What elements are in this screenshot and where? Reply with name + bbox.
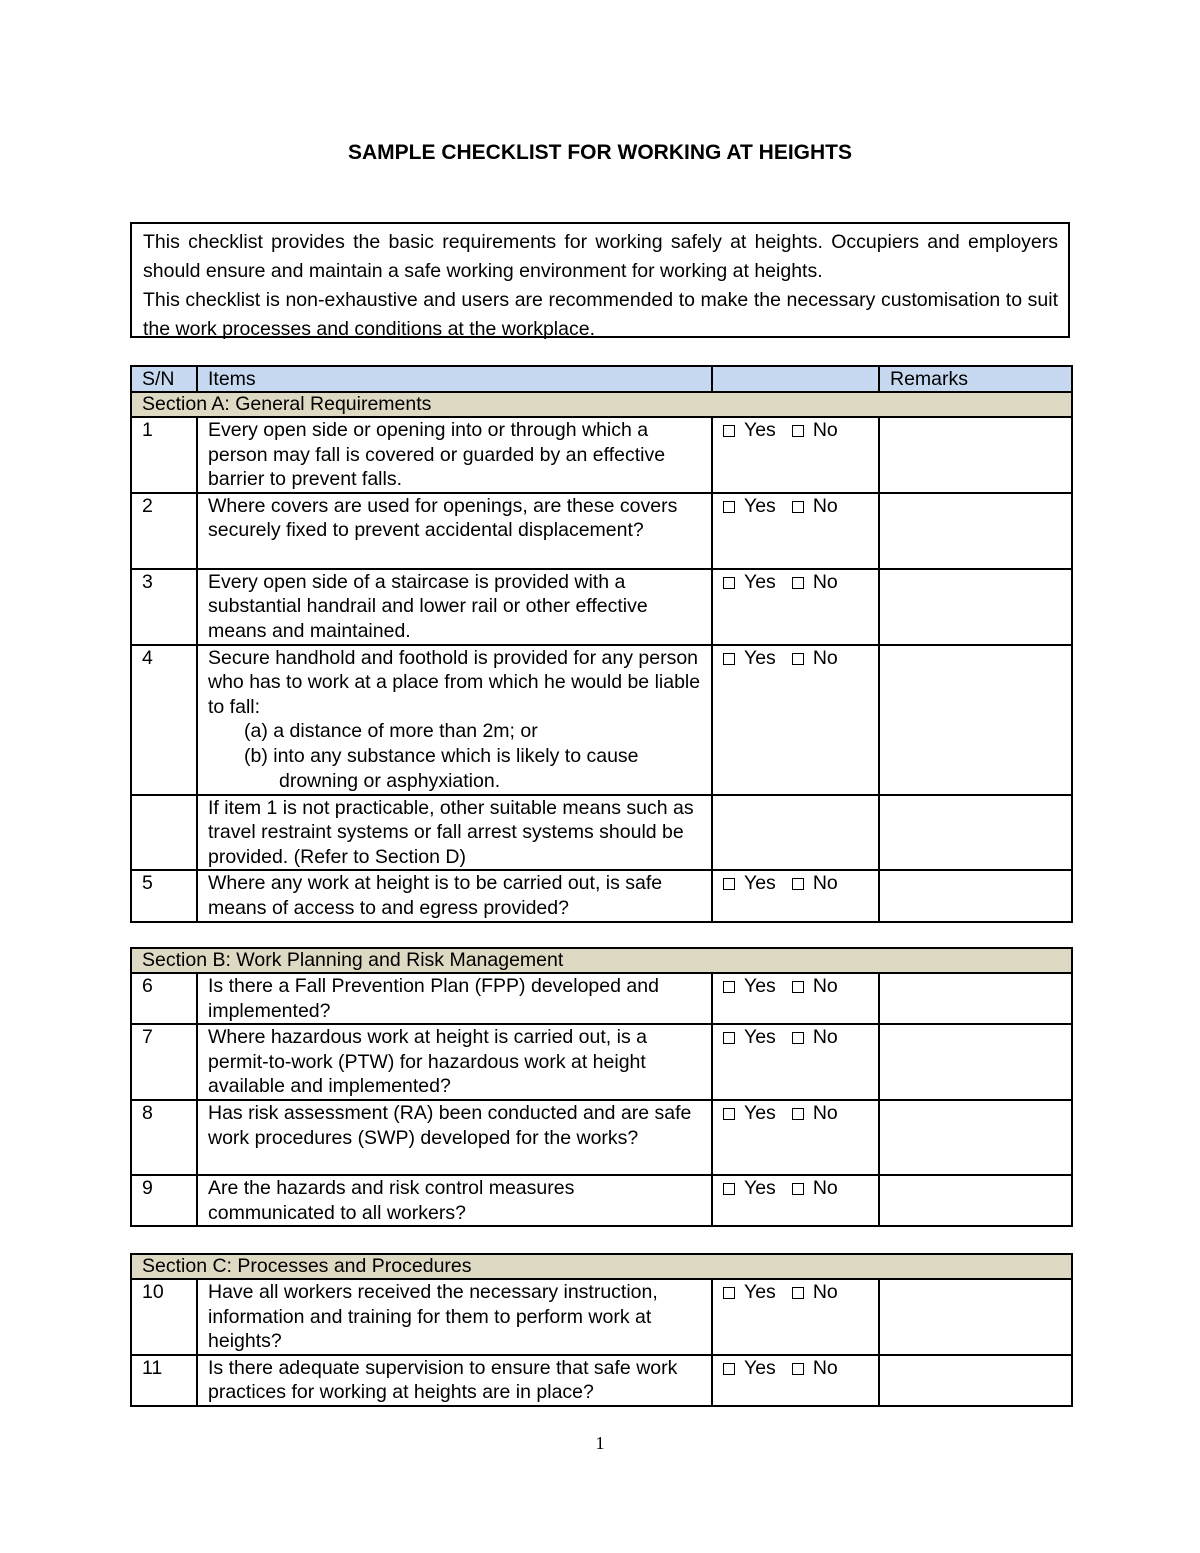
yes-no-options xyxy=(712,417,879,493)
page-number: 1 xyxy=(595,1433,605,1453)
sub-item-a: (a) a distance of more than 2m; or xyxy=(244,720,538,743)
checkbox-icon xyxy=(792,1108,804,1120)
row-sn: 7 xyxy=(131,1024,197,1100)
row-sn: 6 xyxy=(131,973,197,1024)
no-checkbox[interactable]: No xyxy=(792,419,838,441)
no-checkbox[interactable]: No xyxy=(792,1102,838,1124)
yes-no-options xyxy=(712,1100,879,1175)
checkbox-icon xyxy=(792,878,804,890)
checkbox-icon xyxy=(792,577,804,589)
checkbox-icon xyxy=(723,425,735,437)
row-sn: 10 xyxy=(131,1279,197,1355)
checkbox-icon xyxy=(723,1363,735,1375)
yes-no-options xyxy=(712,870,879,921)
no-checkbox[interactable]: No xyxy=(792,571,838,593)
row-item-text: Have all workers received the necessary instruction, information and training for them to perform work at heights? xyxy=(197,1279,712,1355)
checkbox-icon xyxy=(723,878,735,890)
row-sn: 1 xyxy=(131,417,197,493)
row-item-text: Is there adequate supervision to ensure that safe work practices for working at heights are in place? xyxy=(197,1355,712,1406)
row-item-text: Where covers are used for openings, are these covers securely fixed to prevent accidental displacement? xyxy=(197,493,712,569)
remarks-cell[interactable] xyxy=(879,870,1072,921)
row-sn: 3 xyxy=(131,569,197,645)
checkbox-icon xyxy=(723,1108,735,1120)
page-title: SAMPLE CHECKLIST FOR WORKING AT HEIGHTS xyxy=(348,141,852,164)
row-item-text: Where any work at height is to be carried out, is safe means of access to and egress provided? xyxy=(197,870,712,921)
table-row xyxy=(131,569,1072,645)
intro-paragraph-2: This checklist is non-exhaustive and users are recommended to make the necessary customisation to suit the work processes and conditions at the workplace. xyxy=(143,289,1058,340)
yes-checkbox[interactable]: Yes xyxy=(723,1102,776,1124)
table-row xyxy=(131,973,1072,1024)
row-sn: 9 xyxy=(131,1175,197,1226)
remarks-cell[interactable] xyxy=(879,795,1072,871)
checklist-table-section-b xyxy=(130,947,1073,1227)
yes-no-options xyxy=(712,973,879,1024)
checkbox-icon xyxy=(723,577,735,589)
sub-item-b: (b) into any substance which is likely to cause xyxy=(244,744,639,767)
section-row xyxy=(131,392,1072,417)
table-header-row xyxy=(131,366,1072,392)
table-row xyxy=(131,1175,1072,1226)
checkbox-icon xyxy=(792,981,804,993)
yes-checkbox[interactable]: Yes xyxy=(723,975,776,997)
table-row xyxy=(131,1024,1072,1100)
checkbox-icon xyxy=(723,1183,735,1195)
table-row xyxy=(131,1100,1072,1175)
row-sn xyxy=(131,795,197,871)
yes-checkbox[interactable]: Yes xyxy=(723,1177,776,1199)
yes-checkbox[interactable]: Yes xyxy=(723,571,776,593)
yes-checkbox[interactable]: Yes xyxy=(723,647,776,669)
no-checkbox[interactable]: No xyxy=(792,1026,838,1048)
row-item-text: Every open side or opening into or through which a person may fall is covered or guarded by an effective barrier to prevent falls. xyxy=(197,417,712,493)
yes-no-options xyxy=(712,493,879,569)
checkbox-icon xyxy=(723,653,735,665)
yes-no-options xyxy=(712,645,879,795)
intro-box xyxy=(130,222,1070,338)
table-row xyxy=(131,870,1072,921)
row-sn: 11 xyxy=(131,1355,197,1406)
yes-no-options xyxy=(712,1024,879,1100)
row-item-text: Where hazardous work at height is carried out, is a permit-to-work (PTW) for hazardous work at height available and implemented? xyxy=(197,1024,712,1100)
header-items: Items xyxy=(197,366,712,392)
yes-checkbox[interactable]: Yes xyxy=(723,1281,776,1303)
section-row xyxy=(131,948,1072,973)
section-b-title: Section B: Work Planning and Risk Management xyxy=(131,948,1072,973)
remarks-cell[interactable] xyxy=(879,569,1072,645)
section-c-title: Section C: Processes and Procedures xyxy=(131,1254,1072,1279)
checkbox-icon xyxy=(723,981,735,993)
table-row xyxy=(131,1355,1072,1406)
table-row xyxy=(131,645,1072,795)
remarks-cell[interactable] xyxy=(879,645,1072,795)
header-sn: S/N xyxy=(131,366,197,392)
intro-paragraph-1: This checklist provides the basic requirements for working safely at heights. Occupiers and employers should ensure and maintain a safe working environment for working at heights. xyxy=(143,231,1058,282)
row-item-text: Every open side of a staircase is provided with a substantial handrail and lower rail or other effective means and maintained. xyxy=(197,569,712,645)
yes-no-options xyxy=(712,1279,879,1355)
row-item-text: Are the hazards and risk control measures communicated to all workers? xyxy=(197,1175,712,1226)
no-checkbox[interactable]: No xyxy=(792,647,838,669)
checklist-table-section-a xyxy=(130,365,1073,923)
checkbox-icon xyxy=(792,425,804,437)
checkbox-icon xyxy=(723,501,735,513)
section-row xyxy=(131,1254,1072,1279)
yes-checkbox[interactable]: Yes xyxy=(723,872,776,894)
table-row xyxy=(131,795,1072,871)
header-remarks: Remarks xyxy=(879,366,1072,392)
row-item-text: If item 1 is not practicable, other suitable means such as travel restraint systems or fall arrest systems should be provided. (Refer to Section D) xyxy=(197,795,712,871)
yes-no-options xyxy=(712,1175,879,1226)
sub-item-b-cont: drowning or asphyxiation. xyxy=(279,769,501,792)
checkbox-icon xyxy=(792,653,804,665)
table-row xyxy=(131,417,1072,493)
section-a-title: Section A: General Requirements xyxy=(131,392,1072,417)
remarks-cell[interactable] xyxy=(879,973,1072,1024)
row-item-main: Secure handhold and foothold is provided for any person who has to work at a place from which he would be liable to fall: xyxy=(208,646,701,718)
checkbox-icon xyxy=(723,1287,735,1299)
checkbox-icon xyxy=(792,1183,804,1195)
table-row xyxy=(131,493,1072,569)
remarks-cell[interactable] xyxy=(879,417,1072,493)
remarks-cell[interactable] xyxy=(879,1175,1072,1226)
checkbox-icon xyxy=(792,1287,804,1299)
no-checkbox[interactable]: No xyxy=(792,1177,838,1199)
remarks-cell[interactable] xyxy=(879,1355,1072,1406)
no-checkbox[interactable]: No xyxy=(792,872,838,894)
row-item-text: Is there a Fall Prevention Plan (FPP) developed and implemented? xyxy=(197,973,712,1024)
yes-checkbox[interactable]: Yes xyxy=(723,495,776,517)
checkbox-icon xyxy=(792,1363,804,1375)
table-row xyxy=(131,1279,1072,1355)
header-check xyxy=(712,366,879,392)
no-checkbox[interactable]: No xyxy=(792,1281,838,1303)
checklist-table-section-c xyxy=(130,1253,1073,1407)
row-item-text xyxy=(197,645,712,795)
row-item-text: Has risk assessment (RA) been conducted and are safe work procedures (SWP) developed for the works? xyxy=(197,1100,712,1175)
row-sn: 8 xyxy=(131,1100,197,1175)
row-sn: 2 xyxy=(131,493,197,569)
remarks-cell[interactable] xyxy=(879,1100,1072,1175)
remarks-cell[interactable] xyxy=(879,493,1072,569)
no-checkbox[interactable]: No xyxy=(792,975,838,997)
remarks-cell[interactable] xyxy=(879,1279,1072,1355)
check-cell xyxy=(712,795,879,871)
no-checkbox[interactable]: No xyxy=(792,1357,838,1379)
checkbox-icon xyxy=(723,1032,735,1044)
checkbox-icon xyxy=(792,1032,804,1044)
checkbox-icon xyxy=(792,501,804,513)
yes-no-options xyxy=(712,1355,879,1406)
row-sn: 4 xyxy=(131,645,197,795)
yes-checkbox[interactable]: Yes xyxy=(723,1357,776,1379)
no-checkbox[interactable]: No xyxy=(792,495,838,517)
yes-no-options xyxy=(712,569,879,645)
row-sn: 5 xyxy=(131,870,197,921)
yes-checkbox[interactable]: Yes xyxy=(723,1026,776,1048)
yes-checkbox[interactable]: Yes xyxy=(723,419,776,441)
remarks-cell[interactable] xyxy=(879,1024,1072,1100)
